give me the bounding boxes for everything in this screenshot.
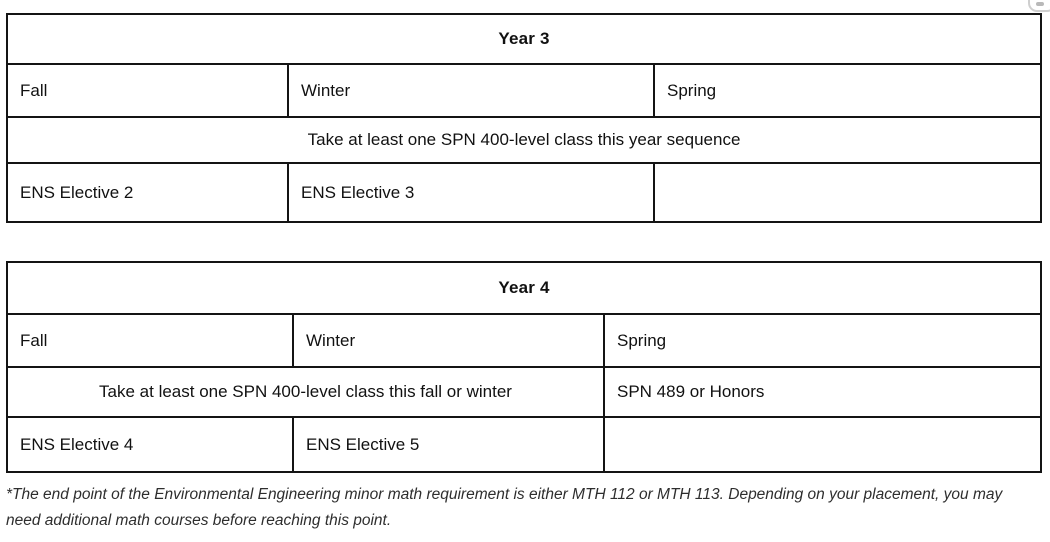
year-4-table [6, 261, 1042, 473]
year-4-title: Year 4 [7, 262, 1041, 314]
corner-widget-glyph-icon [1036, 2, 1044, 6]
year-4-season-row [7, 314, 1041, 367]
year-3-season-row [7, 64, 1041, 117]
year-4-header-row [7, 262, 1041, 314]
year-3-table [6, 13, 1042, 223]
math-requirement-footnote: *The end point of the Environmental Engineering minor math requirement is either MTH 112 or MTH 113. Depending on your placement, you may need additional math courses before reaching this point. [6, 486, 1003, 529]
year-3-note-row [7, 117, 1041, 163]
year-3-fall-cell: Fall [7, 64, 288, 117]
year-3-spn-note: Take at least one SPN 400-level class this year sequence [7, 117, 1041, 163]
year-3-elective-spring-cell [654, 163, 1041, 222]
table-gap [6, 223, 1040, 261]
year-4-elective-spring-cell [604, 417, 1041, 472]
year-4-elective-row [7, 417, 1041, 472]
year-4-note-row [7, 367, 1041, 417]
year-4-elective-winter-cell: ENS Elective 5 [293, 417, 604, 472]
year-3-elective-winter-cell: ENS Elective 3 [288, 163, 654, 222]
year-4-spring-note: SPN 489 or Honors [604, 367, 1041, 417]
year-3-spring-cell: Spring [654, 64, 1041, 117]
year-4-elective-fall-cell: ENS Elective 4 [7, 417, 293, 472]
year-4-winter-cell: Winter [293, 314, 604, 367]
year-3-title: Year 3 [7, 14, 1041, 64]
year-3-elective-fall-cell: ENS Elective 2 [7, 163, 288, 222]
year-4-spring-cell: Spring [604, 314, 1041, 367]
year-3-elective-row [7, 163, 1041, 222]
year-3-header-row [7, 14, 1041, 64]
partial-corner-widget[interactable] [1028, 0, 1050, 12]
year-4-spn-note: Take at least one SPN 400-level class this fall or winter [7, 367, 604, 417]
year-3-winter-cell: Winter [288, 64, 654, 117]
year-4-fall-cell: Fall [7, 314, 293, 367]
